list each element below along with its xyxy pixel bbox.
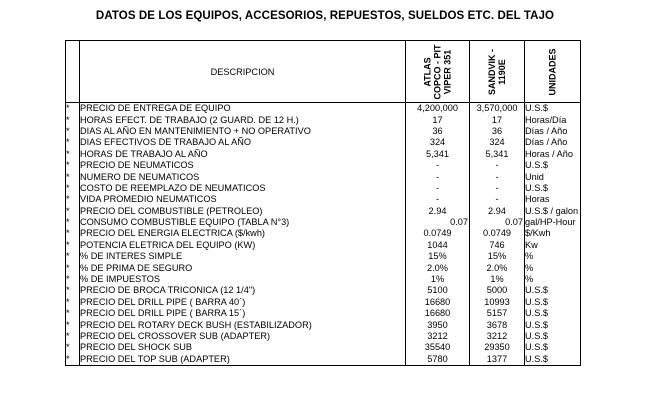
- row-atlas-value: 5780: [406, 354, 470, 366]
- row-unit: U.S.$: [525, 297, 581, 308]
- table-row: [66, 240, 581, 251]
- table-row: [66, 126, 581, 137]
- row-unit: U.S.$ / galon: [525, 206, 581, 217]
- header-atlas-line2: COPCO - PIT: [432, 43, 443, 100]
- equipment-data-table: [65, 40, 581, 366]
- row-bullet: *: [66, 171, 80, 182]
- row-bullet: *: [66, 251, 80, 262]
- table-row: [66, 319, 581, 330]
- row-atlas-value: 4,200,000: [406, 103, 470, 115]
- row-sandvik-value: -: [470, 160, 525, 171]
- table-row: [66, 251, 581, 262]
- header-sandvik-line2: 1190E: [496, 58, 507, 85]
- row-unit: U.S.$: [525, 160, 581, 171]
- row-unit: U.S.$: [525, 103, 581, 115]
- header-sandvik-line1: SANDVIK -: [486, 48, 497, 95]
- header-unidades-label: UNIDADES: [547, 47, 558, 96]
- row-description: HORAS EFECT. DE TRABAJO (2 GUARD. DE 12 H.): [80, 114, 406, 125]
- row-sandvik-value: 5,341: [470, 149, 525, 160]
- table-row: [66, 137, 581, 148]
- row-bullet: *: [66, 297, 80, 308]
- table-row: [66, 297, 581, 308]
- row-description: POTENCIA ELETRICA DEL EQUIPO (KW): [80, 240, 406, 251]
- row-sandvik-value: 1377: [470, 354, 525, 366]
- row-atlas-value: 3212: [406, 331, 470, 342]
- row-bullet: *: [66, 126, 80, 137]
- row-unit: Horas: [525, 194, 581, 205]
- row-sandvik-value: 0.07: [470, 217, 525, 228]
- row-atlas-value: 5100: [406, 285, 470, 296]
- row-description: PRECIO DEL SHOCK SUB: [80, 342, 406, 353]
- row-description: DIAS EFECTIVOS DE TRABAJO AL AÑO: [80, 137, 406, 148]
- row-sandvik-value: 324: [470, 137, 525, 148]
- row-description: PRECIO DEL TOP SUB (ADAPTER): [80, 354, 406, 366]
- row-atlas-value: -: [406, 194, 470, 205]
- row-atlas-value: 16680: [406, 297, 470, 308]
- row-sandvik-value: 1%: [470, 274, 525, 285]
- row-bullet: *: [66, 206, 80, 217]
- row-unit: U.S.$: [525, 342, 581, 353]
- row-sandvik-value: 5157: [470, 308, 525, 319]
- row-sandvik-value: 3212: [470, 331, 525, 342]
- header-unidades: [525, 41, 581, 103]
- row-sandvik-value: -: [470, 171, 525, 182]
- table-row: [66, 183, 581, 194]
- row-description: % DE IMPUESTOS: [80, 274, 406, 285]
- row-bullet: *: [66, 103, 80, 115]
- row-description: PRECIO DEL DRILL PIPE ( BARRA 40´): [80, 297, 406, 308]
- row-unit: gal/HP-Hour: [525, 217, 581, 228]
- row-description: % DE INTERES SIMPLE: [80, 251, 406, 262]
- row-bullet: *: [66, 228, 80, 239]
- row-description: PRECIO DEL CROSSOVER SUB (ADAPTER): [80, 331, 406, 342]
- row-unit: Días / Año: [525, 137, 581, 148]
- row-sandvik-value: 2.0%: [470, 262, 525, 273]
- row-bullet: *: [66, 114, 80, 125]
- header-mark-cell: [66, 41, 80, 103]
- table-row: [66, 171, 581, 182]
- row-sandvik-value: 15%: [470, 251, 525, 262]
- row-unit: Unid: [525, 171, 581, 182]
- row-description: PRECIO DEL COMBUSTIBLE (PETROLEO): [80, 206, 406, 217]
- table-row: [66, 262, 581, 273]
- row-unit: Kw: [525, 240, 581, 251]
- row-bullet: *: [66, 160, 80, 171]
- row-description: DIAS AL AÑO EN MANTENIMIENTO + NO OPERATIVO: [80, 126, 406, 137]
- row-description: % DE PRIMA DE SEGURO: [80, 262, 406, 273]
- table-row: [66, 308, 581, 319]
- row-description: PRECIO DEL ENERGIA ELECTRICA ($/kwh): [80, 228, 406, 239]
- table-row: [66, 160, 581, 171]
- header-descripcion: DESCRIPCION: [80, 41, 406, 103]
- row-bullet: *: [66, 262, 80, 273]
- row-atlas-value: 1044: [406, 240, 470, 251]
- row-description: NUMERO DE NEUMATICOS: [80, 171, 406, 182]
- row-atlas-value: 2.94: [406, 206, 470, 217]
- row-atlas-value: -: [406, 171, 470, 182]
- table-header-row: [66, 41, 581, 103]
- row-description: PRECIO DE ENTREGA DE EQUIPO: [80, 103, 406, 115]
- row-sandvik-value: 17: [470, 114, 525, 125]
- table-row: [66, 228, 581, 239]
- header-atlas-copco: [406, 41, 470, 103]
- row-sandvik-value: 3,570,000: [470, 103, 525, 115]
- table-row: [66, 274, 581, 285]
- row-unit: Horas / Año: [525, 149, 581, 160]
- row-bullet: *: [66, 354, 80, 366]
- table-row: [66, 194, 581, 205]
- row-description: CONSUMO COMBUSTIBLE EQUIPO (TABLA N°3): [80, 217, 406, 228]
- row-bullet: *: [66, 285, 80, 296]
- table-row: [66, 103, 581, 115]
- row-atlas-value: 324: [406, 137, 470, 148]
- row-sandvik-value: 0.0749: [470, 228, 525, 239]
- row-bullet: *: [66, 137, 80, 148]
- row-unit: Horas/Día: [525, 114, 581, 125]
- row-bullet: *: [66, 342, 80, 353]
- row-sandvik-value: -: [470, 183, 525, 194]
- row-atlas-value: 1%: [406, 274, 470, 285]
- row-atlas-value: 0.07: [406, 217, 470, 228]
- row-atlas-value: 5,341: [406, 149, 470, 160]
- page-title: DATOS DE LOS EQUIPOS, ACCESORIOS, REPUESTOS, SUELDOS ETC. DEL TAJO: [95, 10, 555, 22]
- row-unit: U.S.$: [525, 354, 581, 366]
- row-description: HORAS DE TRABAJO AL AÑO: [80, 149, 406, 160]
- row-atlas-value: 2.0%: [406, 262, 470, 273]
- row-bullet: *: [66, 331, 80, 342]
- row-bullet: *: [66, 194, 80, 205]
- row-bullet: *: [66, 240, 80, 251]
- row-unit: U.S.$: [525, 319, 581, 330]
- row-bullet: *: [66, 217, 80, 228]
- row-sandvik-value: 36: [470, 126, 525, 137]
- row-atlas-value: 15%: [406, 251, 470, 262]
- row-bullet: *: [66, 308, 80, 319]
- table-row: [66, 285, 581, 296]
- row-atlas-value: -: [406, 183, 470, 194]
- row-bullet: *: [66, 183, 80, 194]
- row-description: PRECIO DE NEUMATICOS: [80, 160, 406, 171]
- row-bullet: *: [66, 274, 80, 285]
- row-atlas-value: 36: [406, 126, 470, 137]
- row-unit: U.S.$: [525, 308, 581, 319]
- header-atlas-line3: VIPER 351: [442, 49, 453, 94]
- row-description: PRECIO DE BROCA TRICONICA (12 1/4"): [80, 285, 406, 296]
- row-sandvik-value: -: [470, 194, 525, 205]
- row-sandvik-value: 2.94: [470, 206, 525, 217]
- row-sandvik-value: 746: [470, 240, 525, 251]
- row-unit: U.S.$: [525, 183, 581, 194]
- row-sandvik-value: 5000: [470, 285, 525, 296]
- row-bullet: *: [66, 149, 80, 160]
- row-atlas-value: 16680: [406, 308, 470, 319]
- row-description: VIDA PROMEDIO NEUMATICOS: [80, 194, 406, 205]
- header-sandvik: [470, 41, 525, 103]
- table-row: [66, 206, 581, 217]
- row-unit: Días / Año: [525, 126, 581, 137]
- row-atlas-value: 35540: [406, 342, 470, 353]
- table-row: [66, 342, 581, 353]
- row-atlas-value: 3950: [406, 319, 470, 330]
- row-atlas-value: -: [406, 160, 470, 171]
- table-row: [66, 354, 581, 366]
- header-atlas-line1: ATLAS: [422, 56, 433, 87]
- row-unit: %: [525, 251, 581, 262]
- row-bullet: *: [66, 319, 80, 330]
- row-unit: %: [525, 262, 581, 273]
- row-atlas-value: 17: [406, 114, 470, 125]
- table-row: [66, 149, 581, 160]
- row-unit: U.S.$: [525, 331, 581, 342]
- row-sandvik-value: 10993: [470, 297, 525, 308]
- row-atlas-value: 0.0749: [406, 228, 470, 239]
- row-sandvik-value: 3678: [470, 319, 525, 330]
- row-description: PRECIO DEL DRILL PIPE ( BARRA 15´): [80, 308, 406, 319]
- table-row: [66, 114, 581, 125]
- row-unit: %: [525, 274, 581, 285]
- row-description: COSTO DE REEMPLAZO DE NEUMATICOS: [80, 183, 406, 194]
- row-sandvik-value: 29350: [470, 342, 525, 353]
- row-unit: $/Kwh: [525, 228, 581, 239]
- row-description: PRECIO DEL ROTARY DECK BUSH (ESTABILIZADOR): [80, 319, 406, 330]
- row-unit: U.S.$: [525, 285, 581, 296]
- table-row: [66, 217, 581, 228]
- table-row: [66, 331, 581, 342]
